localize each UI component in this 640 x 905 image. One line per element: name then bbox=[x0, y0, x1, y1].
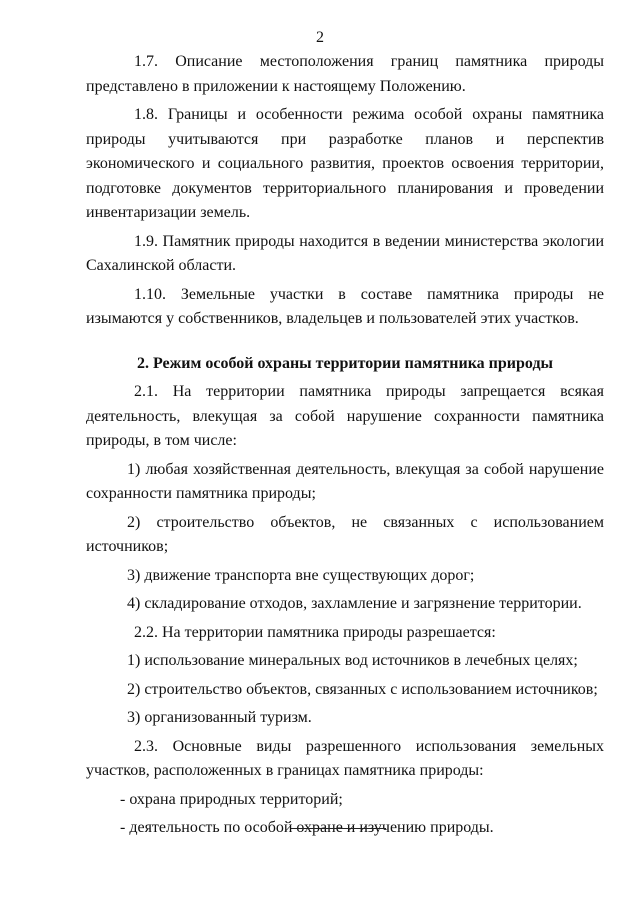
list-item-2-2-3: 3) организованный туризм. bbox=[127, 709, 312, 726]
list-item-2-1-3: 3) движение транспорта вне существующих дорог; bbox=[127, 566, 475, 584]
paragraph-1-8: 1.8. Границы и особенности режима особой охраны памятника природы учитываются при разработке планов и перспектив экономического и социального развития, проектов освоения территории, подготовке документов территориального планирования и проведении инвентаризации земель. bbox=[86, 106, 604, 221]
list-item-2-3-2: - деятельность по особой охране и изучению природы. bbox=[120, 819, 494, 836]
section-2-heading: 2. Режим особой охраны территории памятника природы bbox=[136, 354, 554, 372]
list-item-2-2-1: 1) использование минеральных вод источников в лечебных целях; bbox=[127, 652, 578, 669]
list-item-2-1-2: 2) строительство объектов, не связанных с использованием источников; bbox=[86, 513, 604, 555]
page-number: 2 bbox=[316, 29, 324, 46]
paragraph-2-2: 2.2. На территории памятника природы разрешается: bbox=[134, 623, 496, 641]
list-item-2-2-2: 2) строительство объектов, связанных с использованием источников; bbox=[127, 680, 598, 698]
paragraph-1-7: 1.7. Описание местоположения границ памятника природы представлено в приложении к настоящему Положению. bbox=[86, 53, 604, 95]
list-item-2-1-4: 4) складирование отходов, захламление и загрязнение территории. bbox=[127, 595, 582, 612]
list-item-2-3-1: - охрана природных территорий; bbox=[120, 790, 343, 808]
paragraph-1-10: 1.10. Земельные участки в составе памятника природы не изымаются у собственников, владельцев и пользователей этих участков. bbox=[86, 285, 604, 327]
paragraph-2-1: 2.1. На территории памятника природы запрещается всякая деятельность, влекущая за собой нарушение сохранности памятника природы, в том числе: bbox=[86, 383, 604, 449]
end-of-document-rule bbox=[291, 828, 386, 829]
paragraph-1-9: 1.9. Памятник природы находится в ведении министерства экологии Сахалинской области. bbox=[86, 232, 604, 274]
list-item-2-1-1: 1) любая хозяйственная деятельность, влекущая за собой нарушение сохранности памятника природы; bbox=[86, 460, 604, 502]
document-body bbox=[86, 50, 604, 845]
paragraph-2-3: 2.3. Основные виды разрешенного использования земельных участков, расположенных в границах памятника природы: bbox=[86, 737, 604, 779]
